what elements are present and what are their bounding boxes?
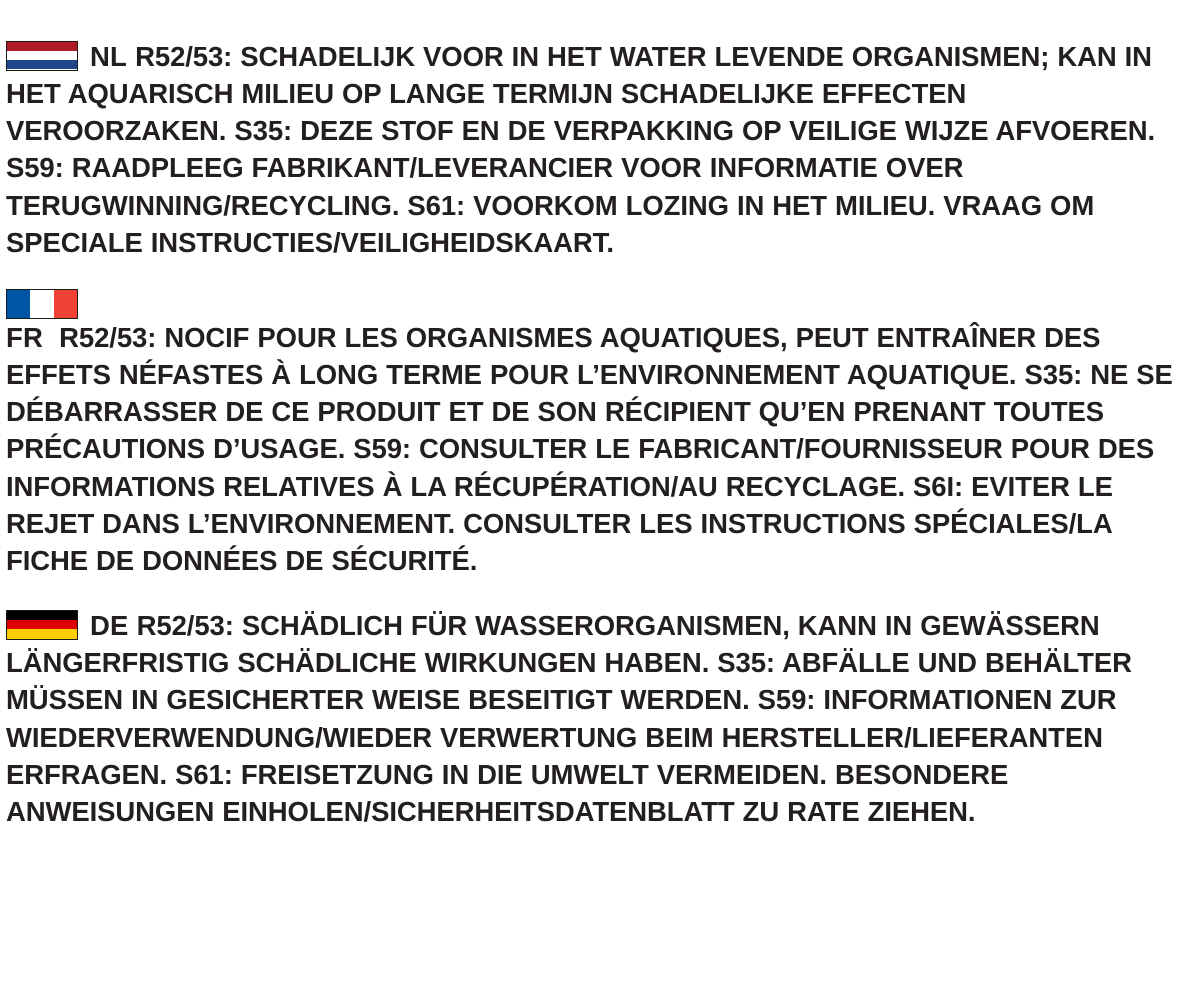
flag-netherlands-icon — [6, 41, 78, 71]
hazard-paragraph-nl — [6, 38, 1186, 262]
hazard-paragraph-de — [6, 607, 1186, 831]
hazard-text-nl: R52/53: SCHADELIJK VOOR IN HET WATER LEVENDE ORGANISMEN; KAN IN HET AQUARISCH MILIEU OP LANGE TERMIJN SCHADELIJKE EFFECTEN VEROORZAKEN. S35: DEZE STOF EN DE VERPAKKING OP VEILIGE WIJZE AFVOEREN. S59: RAADPLEEG FABRIKANT/LEVERANCIER VOOR INFORMATIE OVER TERUGWINNING/RECYCLING. S61: VOORKOM LOZING IN HET MILIEU. VRAAG OM SPECIALE INSTRUCTIES/VEILIGHEIDSKAART. — [6, 40, 1156, 258]
language-block-nl — [6, 38, 1186, 262]
hazard-paragraph-fr — [6, 289, 1186, 580]
language-code-nl: NL — [90, 40, 128, 72]
language-code-de: DE — [90, 609, 129, 641]
flag-france-icon — [6, 289, 78, 319]
flag-germany-icon — [6, 610, 78, 640]
hazard-text-fr: R52/53: NOCIF POUR LES ORGANISMES AQUATIQUES, PEUT ENTRAÎNER DES EFFETS NÉFASTES À LONG TERME POUR L’ENVIRONNEMENT AQUATIQUE. S35: NE SE DÉBARRASSER DE CE PRODUIT ET DE SON RÉCIPIENT QU’EN PRENANT TOUTES PRÉCAUTIONS D’USAGE. S59: CONSULTER LE FABRICANT/FOURNISSEUR POUR DES INFORMATIONS RELATIVES À LA RÉCUPÉRATION/AU RECYCLAGE. S6I: EVITER LE REJET DANS L’ENVIRONNEMENT. CONSULTER LES INSTRUCTIONS SPÉCIALES/LA FICHE DE DONNÉES DE SÉCURITÉ. — [6, 321, 1173, 576]
language-block-de — [6, 607, 1186, 831]
language-block-fr — [6, 289, 1186, 580]
language-code-fr: FR — [6, 321, 44, 353]
hazard-text-de: R52/53: SCHÄDLICH FÜR WASSERORGANISMEN, KANN IN GEWÄSSERN LÄNGERFRISTIG SCHÄDLICHE WIRKUNGEN HABEN. S35: ABFÄLLE UND BEHÄLTER MÜSSEN IN GESICHERTER WEISE BESEITIGT WERDEN. S59: INFORMATIONEN ZUR WIEDERVERWENDUNG/WIEDER VERWERTUNG BEIM HERSTELLER/LIEFERANTEN ERFRAGEN. S61: FREISETZUNG IN DIE UMWELT VERMEIDEN. BESONDERE ANWEISUNGEN EINHOLEN/SICHERHEITSDATENBLATT ZU RATE ZIEHEN. — [6, 609, 1132, 827]
